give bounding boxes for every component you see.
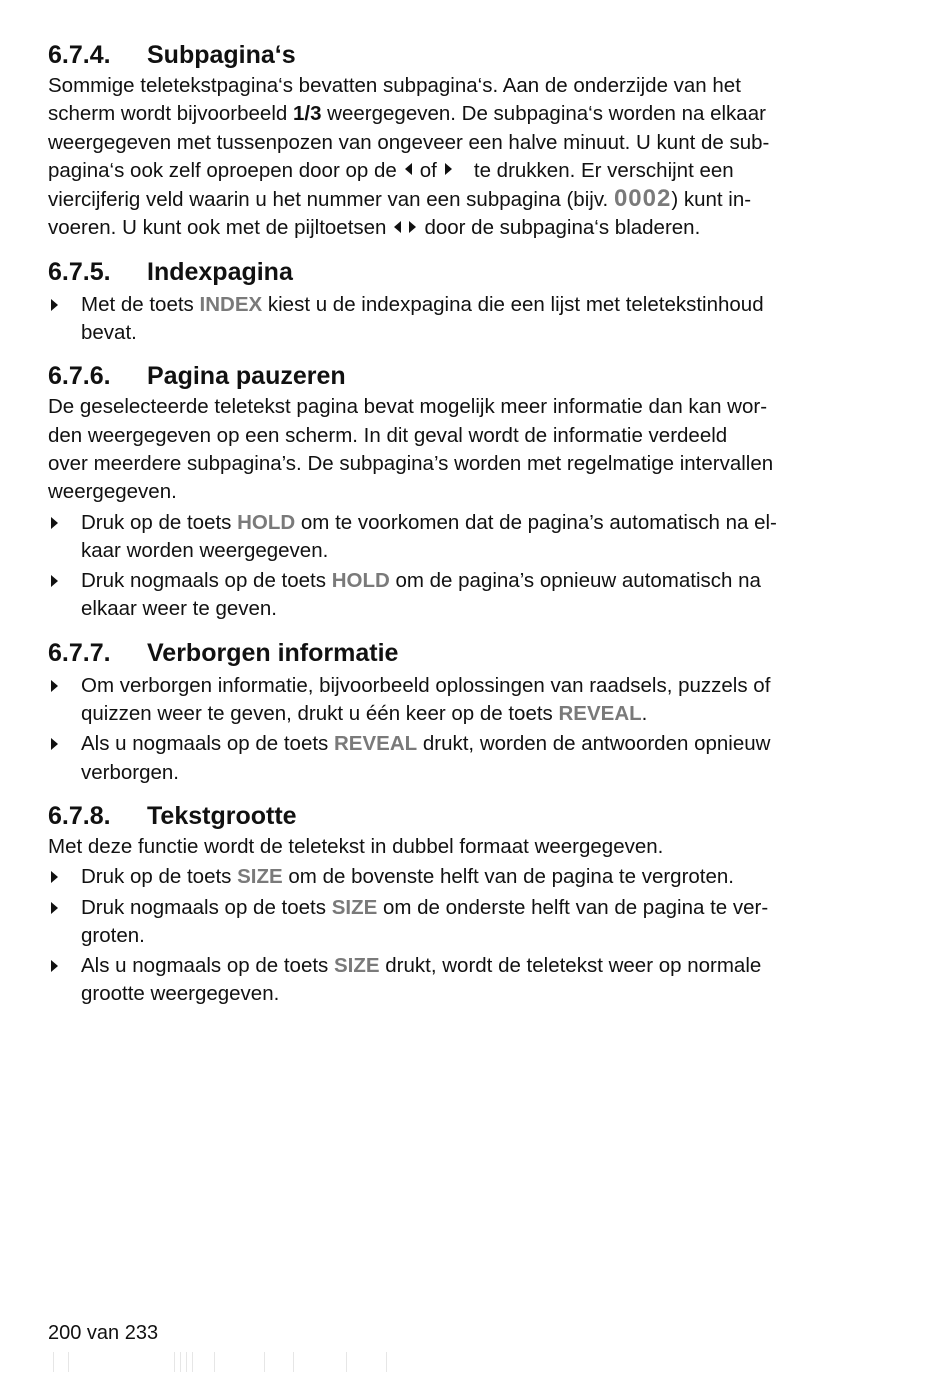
print-mark (53, 1352, 54, 1372)
paragraph-subpaginas (48, 72, 848, 243)
arrow-right-key-icon (445, 163, 452, 175)
text: De geselecteerde teletekst pagina bevat mogelijk meer informatie dan kan wor- (48, 395, 768, 419)
text: Druk nogmaals op de toets (81, 895, 332, 919)
text-line (81, 922, 848, 950)
triangle-right-icon (51, 738, 58, 750)
spacer (48, 787, 848, 799)
text: Om verborgen informatie, bijvoorbeeld oplossingen van raadsels, puzzels of (81, 673, 771, 697)
text: pagina‘s ook zelf oproepen door op de (48, 158, 397, 182)
text-line (48, 450, 848, 478)
section-title: Tekstgrootte (147, 801, 297, 830)
bullet-item (48, 863, 848, 891)
print-mark (192, 1352, 193, 1372)
text: Sommige teletekstpagina‘s bevatten subpagina‘s. Aan de onderzijde van het (48, 74, 741, 97)
section-heading-pagina-pauzeren (48, 359, 848, 393)
section-heading-indexpagina (48, 255, 848, 289)
text-line (81, 567, 848, 595)
text-line (48, 100, 848, 128)
section-number: 6.7.7. (48, 638, 111, 667)
text-line (48, 185, 848, 214)
text: elkaar weer te geven. (81, 597, 278, 621)
print-mark (180, 1352, 181, 1372)
text: groten. (81, 923, 145, 947)
text: grootte weergegeven. (81, 982, 280, 1006)
key-label: SIZE (237, 865, 283, 889)
manual-page (48, 38, 848, 1009)
text-line (81, 319, 848, 347)
text-line (81, 509, 848, 537)
text: weergegeven met tussenpozen van ongeveer een halve minuut. U kunt de sub- (48, 130, 770, 154)
spacer (48, 624, 848, 636)
key-label: HOLD (237, 510, 296, 534)
text-line (81, 595, 848, 623)
bullet-item (48, 730, 848, 787)
section-title: Pagina pauzeren (147, 362, 346, 391)
text-line (48, 72, 848, 100)
triangle-right-icon (51, 517, 58, 529)
print-mark (264, 1352, 265, 1372)
text: weergegeven. De subpagina‘s worden na elkaar (321, 102, 766, 126)
key-label: REVEAL (558, 702, 642, 726)
section-title: Verborgen informatie (147, 638, 399, 667)
triangle-right-icon (51, 299, 58, 311)
text: weergegeven. (48, 480, 177, 504)
text: Druk nogmaals op de toets (81, 569, 332, 593)
text: te drukken. Er verschijnt een (473, 158, 734, 182)
section-number: 6.7.4. (48, 41, 111, 69)
text: viercijferig veld waarin u het nummer van een subpagina (bijv. (48, 188, 614, 212)
section-heading-verborgen-informatie (48, 636, 848, 670)
text-line (48, 833, 848, 861)
text-line (48, 129, 848, 157)
bullet-item (48, 291, 848, 348)
text-line (81, 894, 848, 922)
triangle-right-icon (51, 575, 58, 587)
page-number: 200 van 233 (48, 1322, 159, 1344)
text-line (48, 214, 848, 242)
key-label: REVEAL (334, 732, 418, 756)
print-mark (293, 1352, 294, 1372)
section-heading-subpaginas (48, 38, 848, 72)
spacer (48, 347, 848, 359)
text-line (81, 700, 848, 728)
arrow-right-key-icon (409, 221, 416, 233)
section-number: 6.7.8. (48, 801, 111, 830)
text-line (81, 672, 848, 700)
triangle-right-icon (51, 960, 58, 972)
text: verborgen. (81, 760, 180, 784)
print-mark (186, 1352, 187, 1372)
key-label: INDEX (199, 292, 263, 316)
text: om te voorkomen dat de pagina’s automatisch na el- (295, 510, 777, 534)
text-line (81, 952, 848, 980)
print-mark (346, 1352, 347, 1372)
text: door de subpagina‘s bladeren. (424, 216, 701, 240)
text: ) kunt in- (671, 188, 752, 212)
text-line (81, 759, 848, 787)
spacer (48, 243, 848, 255)
text: Als u nogmaals op de toets (81, 954, 334, 978)
key-label: SIZE (331, 895, 378, 919)
text: kiest u de indexpagina die een lijst met teletekstinhoud (262, 292, 764, 316)
text: over meerdere subpagina’s. De subpagina’s worden met regelmatige intervallen (48, 451, 774, 475)
bullet-item (48, 894, 848, 951)
text: drukt, wordt de teletekst weer op normale (379, 954, 762, 978)
text-line (81, 291, 848, 319)
section-number: 6.7.5. (48, 257, 111, 286)
text-line (48, 422, 848, 450)
text: om de bovenste helft van de pagina te vergroten. (282, 865, 735, 889)
text: Als u nogmaals op de toets (81, 732, 334, 756)
text: om de onderste helft van de pagina te ver- (377, 895, 769, 919)
subpage-indicator-example: 1/3 (292, 102, 322, 126)
triangle-right-icon (51, 902, 58, 914)
bullet-item (48, 567, 848, 624)
section-heading-tekstgrootte (48, 799, 848, 833)
section-title: Indexpagina (147, 257, 293, 286)
text: kaar worden weergegeven. (81, 538, 329, 562)
text-line (81, 980, 848, 1008)
text-line (48, 478, 848, 506)
section-number: 6.7.6. (48, 362, 111, 391)
text: scherm wordt bijvoorbeeld (48, 102, 293, 126)
text: den weergegeven op een scherm. In dit geval wordt de informatie verdeeld (48, 423, 728, 447)
subpage-number-example: 0002 (613, 185, 672, 213)
text-line (81, 730, 848, 758)
key-label: HOLD (331, 569, 390, 593)
text: drukt, worden de antwoorden opnieuw (417, 732, 771, 756)
print-mark (68, 1352, 69, 1372)
print-mark (174, 1352, 175, 1372)
text: bevat. (81, 321, 137, 345)
text-line (48, 157, 848, 185)
triangle-right-icon (51, 871, 58, 883)
text: om de pagina’s opnieuw automatisch na (389, 569, 761, 593)
paragraph-pagina-pauzeren (48, 393, 848, 506)
text: Met deze functie wordt de teletekst in dubbel formaat weergegeven. (48, 834, 664, 858)
text-line (48, 393, 848, 421)
bullet-item (48, 672, 848, 729)
key-label: SIZE (334, 954, 380, 978)
section-title: Subpagina‘s (147, 41, 296, 69)
bullet-item (48, 509, 848, 566)
paragraph-tekstgrootte (48, 833, 848, 861)
text: voeren. U kunt ook met de pijltoetsen (48, 216, 387, 240)
text: Met de toets (81, 292, 200, 316)
text: of (419, 158, 437, 182)
bullet-item (48, 952, 848, 1009)
text: quizzen weer te geven, drukt u één keer op de toets (81, 702, 559, 726)
arrow-left-key-icon (405, 163, 412, 175)
arrow-left-key-icon (394, 221, 401, 233)
print-mark (214, 1352, 215, 1372)
text-line (81, 537, 848, 565)
triangle-right-icon (51, 680, 58, 692)
text-line (81, 863, 848, 891)
text: Druk op de toets (81, 510, 238, 534)
print-marks (48, 1352, 448, 1374)
print-mark (386, 1352, 387, 1372)
text: . (641, 702, 648, 726)
text: Druk op de toets (81, 865, 238, 889)
